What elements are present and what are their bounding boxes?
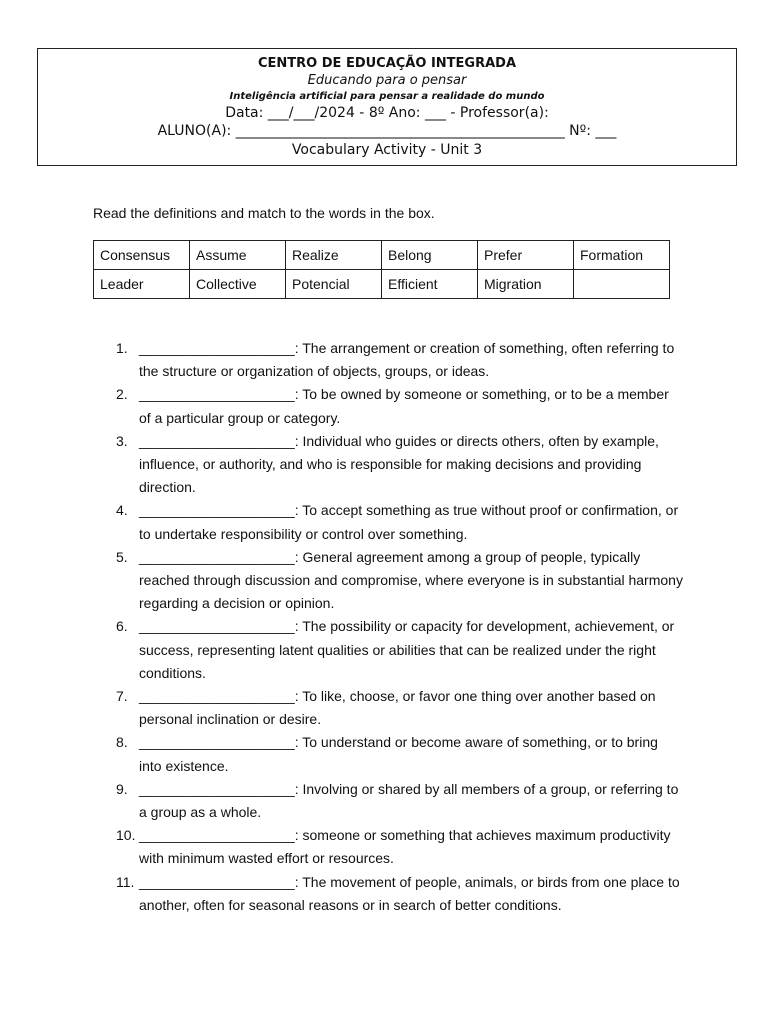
definition-text: ____________________: To be owned by someone or something, or to be a member of a particular group or category.: [139, 386, 669, 426]
definition-item: [93, 430, 683, 500]
item-number: 9.: [116, 780, 128, 797]
definition-item: [93, 337, 683, 383]
word-row: [94, 241, 670, 270]
subject-line: Inteligência artificial para pensar a realidade do mundo: [229, 91, 545, 102]
item-number: 2.: [116, 386, 128, 403]
definition-text: ____________________: To accept something as true without proof or confirmation, or to undertake responsibility or control over something.: [139, 502, 679, 542]
word-cell: Migration: [478, 270, 574, 299]
item-number: 7.: [116, 688, 128, 705]
definition-item: [93, 615, 683, 685]
definition-item: [93, 383, 683, 429]
worksheet-header: [37, 48, 737, 166]
definition-text: ____________________: General agreement among a group of people, typically reached through discussion and compromise, where everyone is in substantial harmony regarding a decision or opinion.: [139, 548, 683, 612]
word-cell: Potencial: [286, 270, 382, 299]
definitions-list: [93, 337, 683, 917]
word-cell: Efficient: [382, 270, 478, 299]
definition-text: ____________________: Involving or shared by all members of a group, or referring to a group as a whole.: [139, 780, 679, 821]
school-name: CENTRO DE EDUCAÇÃO INTEGRADA: [257, 56, 517, 71]
item-number: 6.: [116, 618, 128, 635]
definition-item: [93, 546, 683, 616]
word-cell: Prefer: [478, 241, 574, 270]
definition-text: ____________________: To understand or become aware of something, or to bring into existence.: [139, 734, 658, 774]
definition-text: ____________________: The arrangement or creation of something, often referring to the structure or organization of objects, groups, or ideas.: [139, 340, 675, 380]
item-number: 5.: [116, 548, 128, 565]
definition-text: ____________________: The movement of people, animals, or birds from one place to another, often for seasonal reasons or in search of better conditions.: [139, 873, 680, 913]
word-cell: Belong: [382, 241, 478, 270]
instruction-text: Read the definitions and match to the words in the box.: [93, 205, 435, 221]
definition-text: ____________________: To like, choose, or favor one thing over another based on personal inclination or desire.: [139, 688, 656, 728]
definition-item: [93, 499, 683, 545]
word-cell: Assume: [190, 241, 286, 270]
activity-title: Vocabulary Activity - Unit 3: [291, 142, 483, 158]
definition-text: ____________________: someone or something that achieves maximum productivity with minimum wasted effort or resources.: [139, 827, 671, 867]
word-cell: Formation: [574, 241, 670, 270]
word-row: [94, 270, 670, 299]
definition-item: [93, 824, 683, 870]
definition-text: ____________________: The possibility or capacity for development, achievement, or success, representing latent qualities or abilities that can be realized under the right conditions.: [139, 618, 675, 681]
word-cell: Leader: [94, 270, 190, 299]
item-number: 11.: [116, 873, 135, 890]
definition-text: ____________________: Individual who guides or directs others, often by example, influence, or authority, and who is responsible for making decisions and providing direction.: [139, 432, 659, 496]
definition-item: [93, 685, 683, 731]
definition-item: [93, 731, 683, 777]
word-cell: [574, 270, 670, 299]
word-cell: Collective: [190, 270, 286, 299]
date-grade-teacher-line: Data: ___/___/2024 - 8º Ano: ___ - Professor(a):: [225, 105, 549, 121]
word-cell: Realize: [286, 241, 382, 270]
item-number: 1.: [116, 340, 128, 356]
item-number: 4.: [116, 502, 128, 519]
student-name-line: ALUNO(A): _______________________________________________ Nº: ___: [157, 123, 617, 139]
item-number: 10.: [116, 827, 136, 844]
item-number: 8.: [116, 734, 128, 751]
word-box: [93, 240, 670, 299]
word-cell: Consensus: [94, 241, 190, 270]
school-motto: Educando para o pensar: [307, 73, 467, 88]
definition-item: [93, 778, 683, 824]
definition-item: [93, 871, 683, 917]
item-number: 3.: [116, 432, 128, 449]
